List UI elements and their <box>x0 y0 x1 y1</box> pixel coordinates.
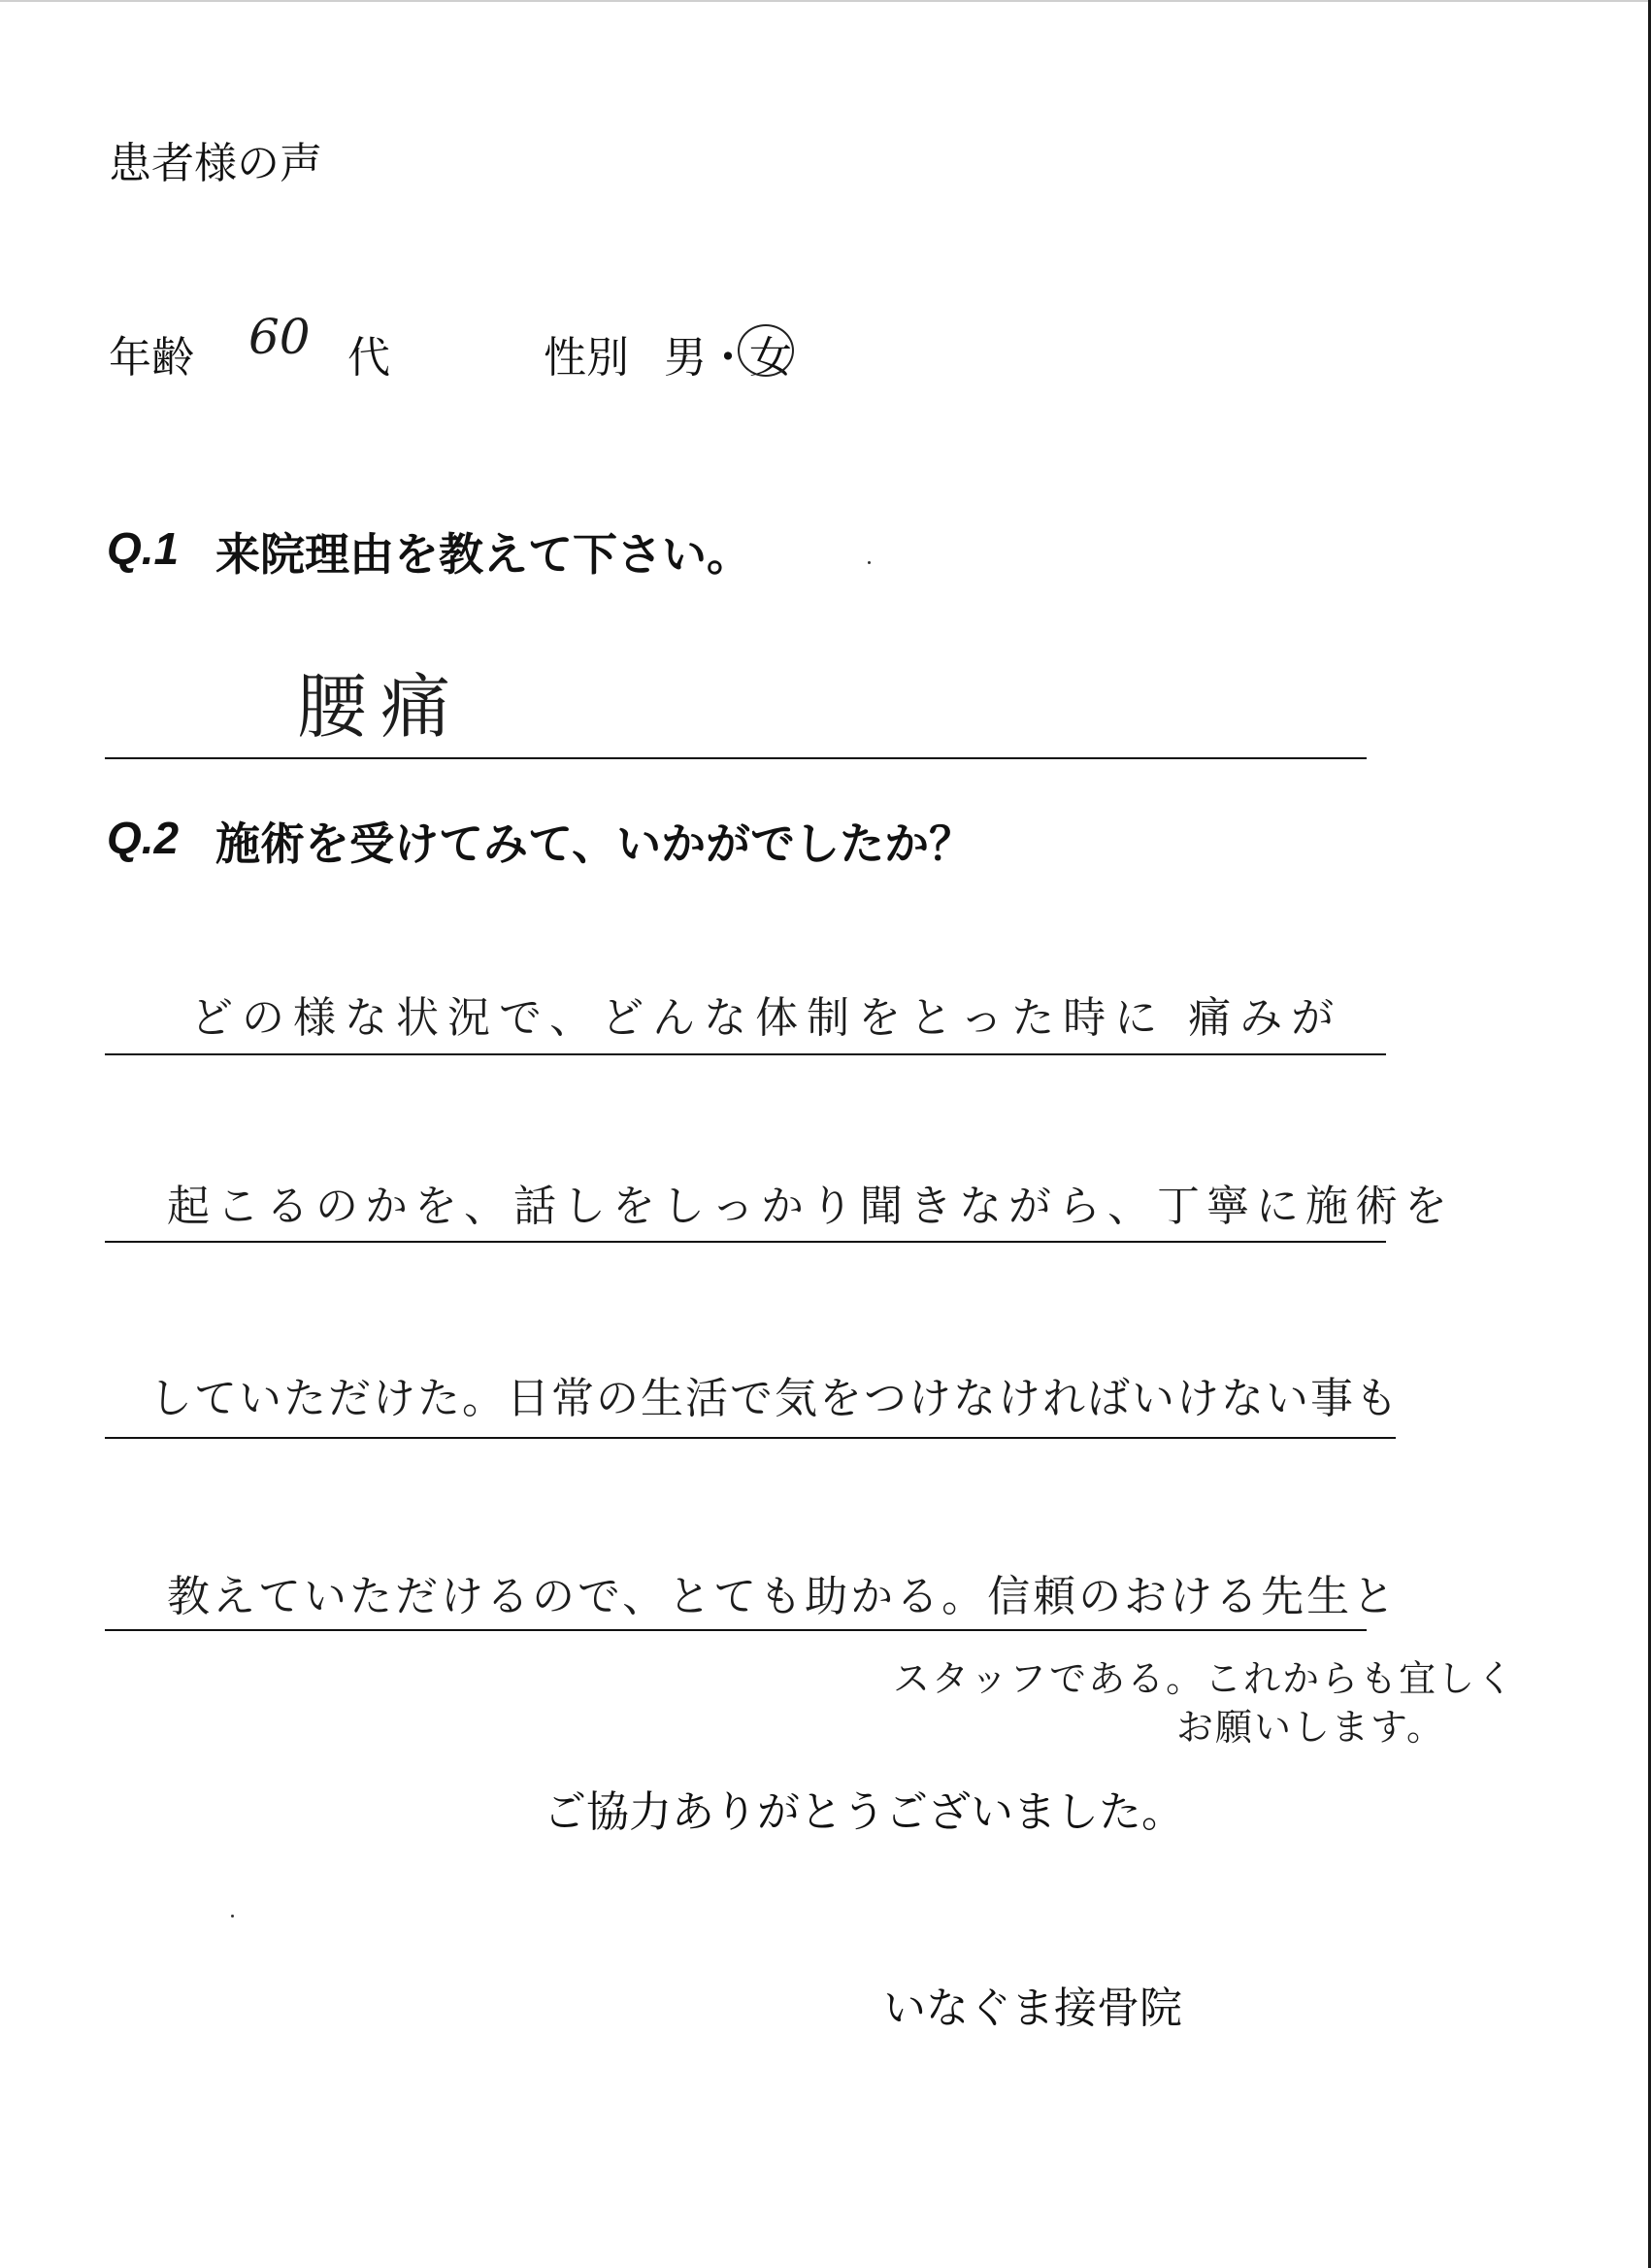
gender-options: 男・女 <box>664 333 792 383</box>
q1-question: 来院理由を教えて下さい。 <box>215 528 751 581</box>
q1-answer-rule <box>105 757 1367 759</box>
scan-speck <box>231 1915 234 1918</box>
q2-answer-line: どの様な状況で、どんな体制をとった時に 痛みが <box>190 993 1343 1043</box>
q2-answer-rule <box>105 1629 1367 1631</box>
scan-speck <box>868 561 871 564</box>
gender-circle-mark <box>738 324 794 377</box>
q2-answer-line: スタッフである。これからも宜しく <box>893 1657 1516 1700</box>
thanks-message: ご協力ありがとうございました。 <box>544 1787 1184 1837</box>
q1-number: Q.1 <box>107 523 180 574</box>
q2-answer-rule <box>105 1053 1386 1055</box>
q2-answer-rule <box>105 1437 1396 1439</box>
q2-answer-line: していただけた。日常の生活で気をつけなければいけない事も <box>149 1374 1400 1423</box>
age-label: 年齢 <box>109 333 194 383</box>
q2-answer-line: 教えていただけるので、とても助かる。信頼のおける先生と <box>167 1572 1399 1621</box>
form-title: 患者様の声 <box>109 139 322 188</box>
q2-answer-rule <box>105 1241 1386 1243</box>
clinic-name: いなぐま接骨院 <box>883 1984 1182 2033</box>
q2-answer-line: お願いします。 <box>1176 1706 1445 1749</box>
q2-answer-line: 起こるのかを、話しをしっかり聞きながら、丁寧に施術を <box>167 1182 1454 1231</box>
q2-question: 施術を受けてみて、いかがでしたか？ <box>215 817 974 870</box>
gender-label: 性別 <box>544 333 629 383</box>
q2-number: Q.2 <box>107 813 180 863</box>
age-unit: 代 <box>347 333 390 383</box>
age-value: 60 <box>248 309 311 365</box>
q1-answer: 腰痛 <box>297 666 465 748</box>
page-top-edge <box>0 0 1651 2</box>
